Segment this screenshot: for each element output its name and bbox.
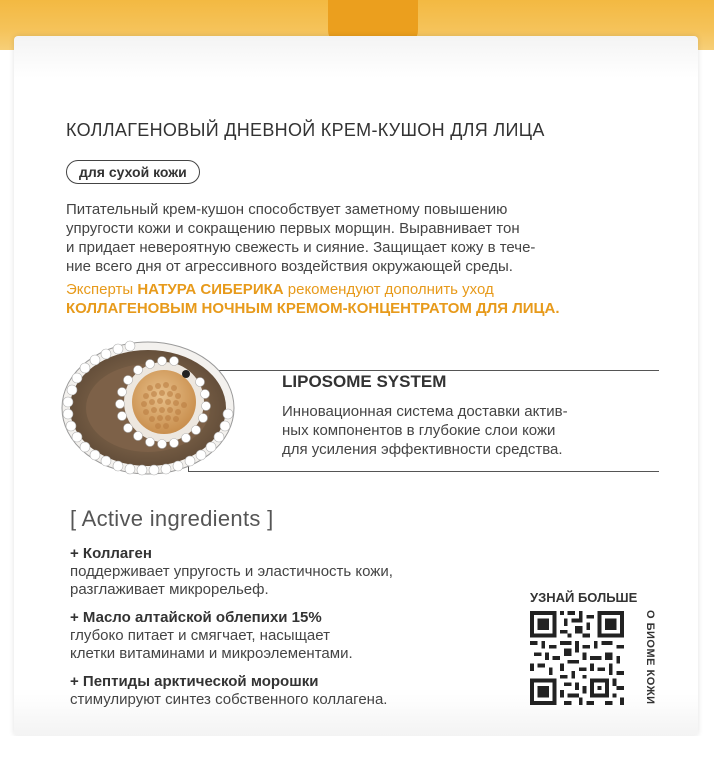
ingredient-desc: разглаживает микрорельеф.: [70, 581, 269, 598]
ingredient-desc: клетки витаминами и микроэлементами.: [70, 645, 353, 662]
promo-brand: НАТУРА СИБЕРИКА: [137, 281, 284, 298]
liposome-text-line: для усиления эффективности средства.: [282, 441, 563, 458]
liposome-illustration: [58, 330, 238, 480]
liposome-text: [282, 402, 662, 459]
promo-line-1: [66, 280, 666, 299]
promo-text: [66, 280, 666, 318]
ingredient-desc: поддерживает упругость и эластичность кожи,: [70, 563, 393, 580]
liposome-text-line: Инновационная система доставки актив-: [282, 403, 568, 420]
ingredient-item: [70, 544, 510, 599]
learn-more-label: УЗНАЙ БОЛЬШЕ: [530, 590, 638, 605]
ingredient-desc: стимулируют синтез собственного коллагена.: [70, 691, 388, 708]
ingredient-item: [70, 608, 510, 663]
description-line: и придает невероятную свежесть и сияние. Защищает кожу в тече-: [66, 239, 536, 256]
ingredient-desc: глубоко питает и смягчает, насыщает: [70, 627, 330, 644]
product-description: [66, 200, 666, 276]
ingredient-name: + Пептиды арктической морошки: [70, 673, 319, 690]
liposome-title: LIPOSOME SYSTEM: [282, 372, 447, 391]
description-line: Питательный крем-кушон способствует заметному повышению: [66, 201, 508, 218]
liposome-text-line: ных компонентов в глубокие слои кожи: [282, 422, 556, 439]
product-title: КОЛЛАГЕНОВЫЙ ДНЕВНОЙ КРЕМ-КУШОН ДЛЯ ЛИЦА: [66, 120, 545, 140]
ingredient-item: [70, 672, 510, 709]
ingredient-name: + Масло алтайской облепихи 15%: [70, 609, 322, 626]
qr-code[interactable]: [530, 611, 624, 705]
ingredients-list: [70, 544, 510, 718]
promo-line-2: КОЛЛАГЕНОВЫМ НОЧНЫМ КРЕМОМ-КОНЦЕНТРАТОМ ДЛЯ ЛИЦА.: [66, 300, 560, 317]
active-ingredients-title: [ Active ingredients ]: [70, 506, 274, 531]
background-bottom: [0, 736, 714, 774]
description-line: ние всего дня от агрессивного воздействия окружающей среды.: [66, 258, 513, 275]
ingredient-name: + Коллаген: [70, 545, 152, 562]
promo-suffix: рекомендуют дополнить уход: [283, 281, 494, 298]
side-vertical-text: О БИОМЕ КОЖИ: [644, 610, 656, 705]
description-line: упругости кожи и сокращению первых морщин. Выравнивает тон: [66, 220, 520, 237]
skin-type-badge: для сухой кожи: [66, 160, 200, 184]
promo-prefix: Эксперты: [66, 281, 138, 298]
